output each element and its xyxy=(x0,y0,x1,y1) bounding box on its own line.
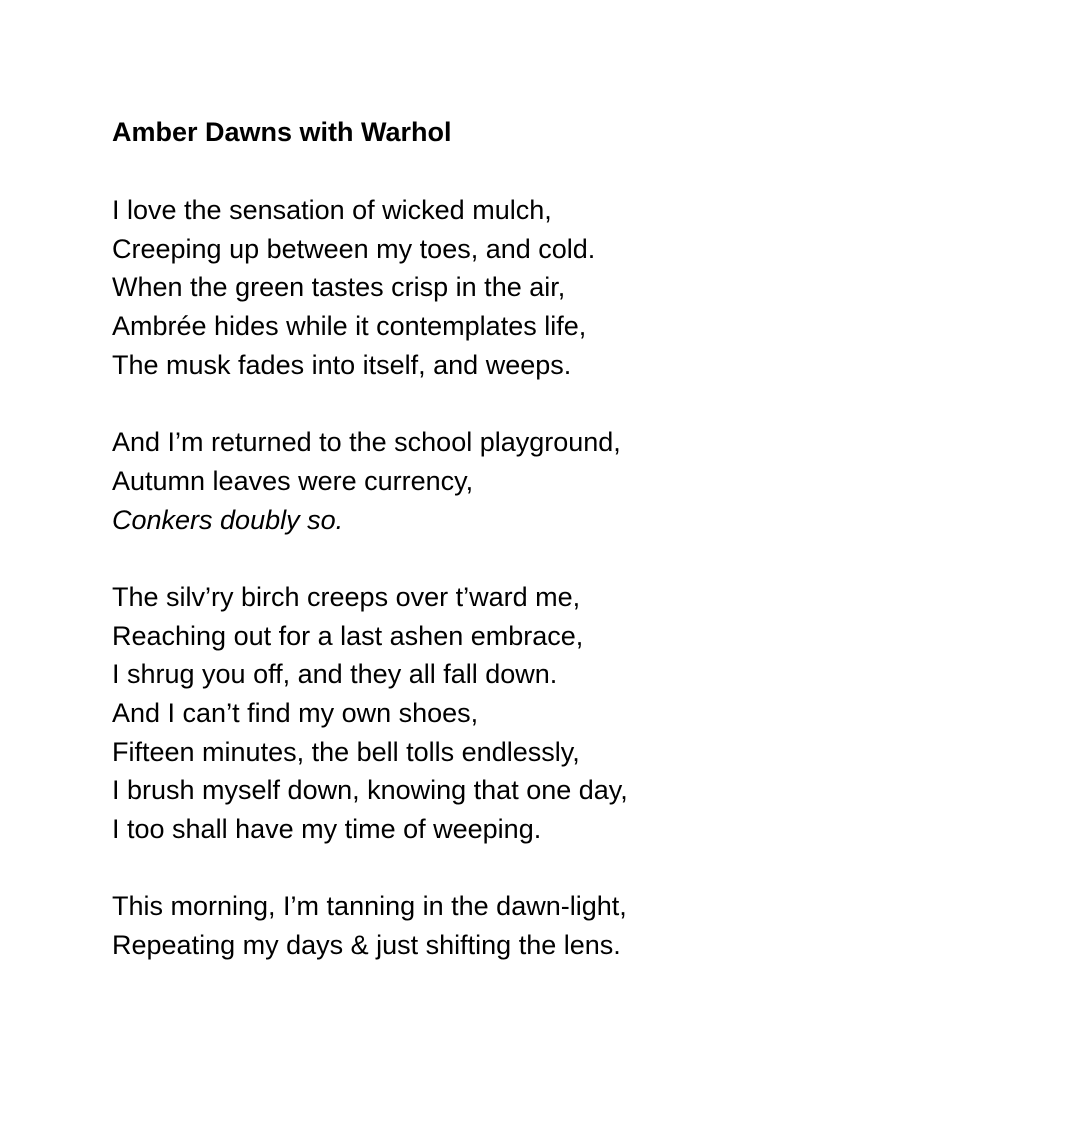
poem-line: Fifteen minutes, the bell tolls endlessly, xyxy=(112,736,580,767)
poem-line: And I can’t find my own shoes, xyxy=(112,697,479,728)
poem-line: When the green tastes crisp in the air, xyxy=(112,272,566,303)
stanza-3 xyxy=(112,578,1012,849)
poem-line: I shrug you off, and they all fall down. xyxy=(112,659,558,690)
poem-line: The musk fades into itself, and weeps. xyxy=(112,349,572,380)
stanza-2 xyxy=(112,423,1012,539)
poem-line: Creeping up between my toes, and cold. xyxy=(112,233,596,264)
poem-line: I brush myself down, knowing that one day, xyxy=(112,775,628,806)
poem-line: Ambrée hides while it contemplates life, xyxy=(112,311,587,342)
poem-line: This morning, I’m tanning in the dawn-light, xyxy=(112,891,627,922)
stanza-1 xyxy=(112,191,1012,384)
poem-line: Reaching out for a last ashen embrace, xyxy=(112,620,584,651)
poem-line-italic: Conkers doubly so. xyxy=(112,504,344,535)
poem-line: And I’m returned to the school playground, xyxy=(112,427,621,458)
poem-title: Amber Dawns with Warhol xyxy=(112,117,452,147)
stanza-4 xyxy=(112,887,1012,964)
poem xyxy=(112,113,1012,1003)
poem-line: I too shall have my time of weeping. xyxy=(112,814,542,844)
poem-line: Repeating my days & just shifting the lens. xyxy=(112,930,621,961)
poem-line: Autumn leaves were currency, xyxy=(112,465,474,496)
poem-line: I love the sensation of wicked mulch, xyxy=(112,195,552,225)
poem-line: The silv’ry birch creeps over t’ward me, xyxy=(112,581,581,612)
